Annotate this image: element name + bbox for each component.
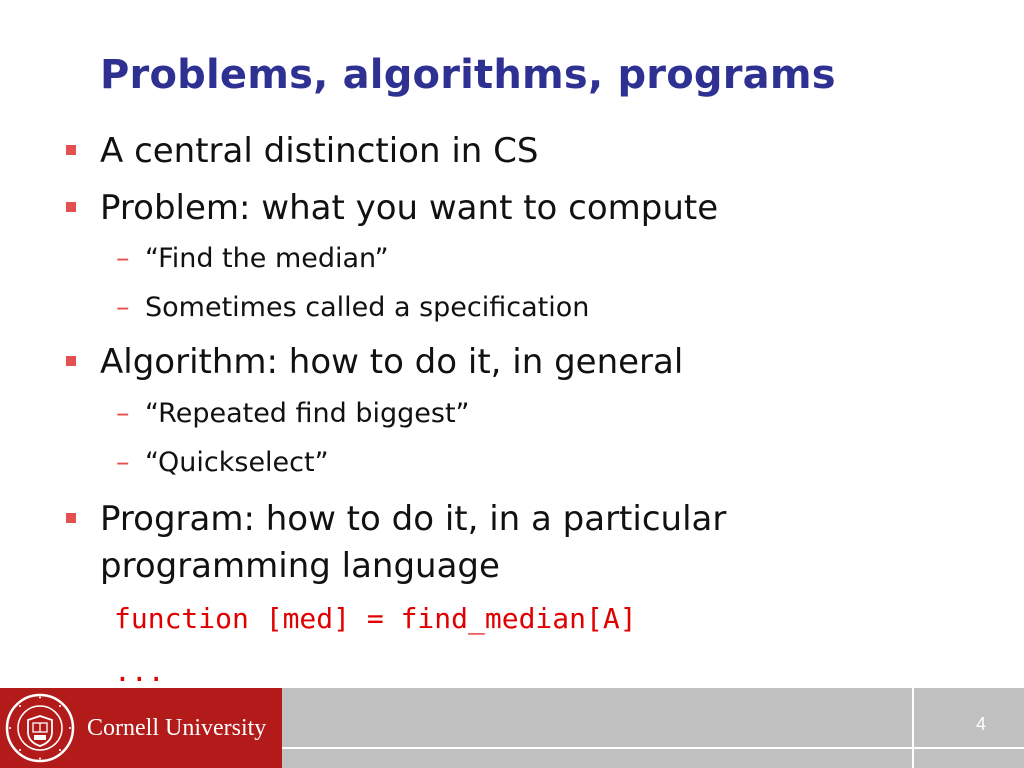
dash-icon: – bbox=[116, 243, 130, 274]
dash-icon: – bbox=[116, 447, 130, 478]
bullet-item bbox=[100, 185, 718, 231]
bullet-text: Algorithm: how to do it, in general bbox=[100, 342, 684, 382]
sub-bullet-item bbox=[116, 291, 590, 325]
bullet-square-icon bbox=[66, 202, 76, 212]
dash-icon: – bbox=[116, 398, 130, 429]
bullet-square-icon bbox=[66, 356, 76, 366]
sub-bullet-text: “Quickselect” bbox=[145, 447, 329, 478]
slide-footer bbox=[0, 688, 1024, 768]
sub-bullet-item bbox=[116, 242, 389, 276]
bullet-text: Problem: what you want to compute bbox=[100, 188, 719, 228]
code-line: function [med] = find_median[A] bbox=[114, 602, 637, 635]
bullet-text: A central distinction in CS bbox=[100, 131, 539, 171]
footer-divider-horizontal bbox=[282, 747, 1024, 749]
logo-wordmark: Cornell University bbox=[87, 715, 267, 741]
bullet-text: Program: how to do it, in a particular bbox=[100, 499, 727, 539]
bullet-text: programming language bbox=[100, 546, 500, 586]
bullet-square-icon bbox=[66, 513, 76, 523]
bullet-item bbox=[100, 128, 538, 174]
page-number: 4 bbox=[976, 714, 987, 734]
sub-bullet-item bbox=[116, 446, 329, 480]
cornell-seal-icon bbox=[4, 692, 76, 764]
footer-divider-vertical bbox=[912, 688, 914, 768]
bullet-item bbox=[100, 339, 683, 385]
sub-bullet-item bbox=[116, 397, 470, 431]
slide-title: Problems, algorithms, programs bbox=[100, 52, 836, 98]
sub-bullet-text: “Repeated find biggest” bbox=[145, 398, 470, 429]
dash-icon: – bbox=[116, 292, 130, 323]
bullet-text-continuation bbox=[100, 543, 500, 589]
sub-bullet-text: “Find the median” bbox=[145, 243, 389, 274]
sub-bullet-text: Sometimes called a specification bbox=[145, 292, 590, 323]
code-line: ... bbox=[114, 655, 165, 688]
bullet-square-icon bbox=[66, 145, 76, 155]
cornell-logo bbox=[0, 688, 282, 768]
bullet-item bbox=[100, 496, 726, 542]
